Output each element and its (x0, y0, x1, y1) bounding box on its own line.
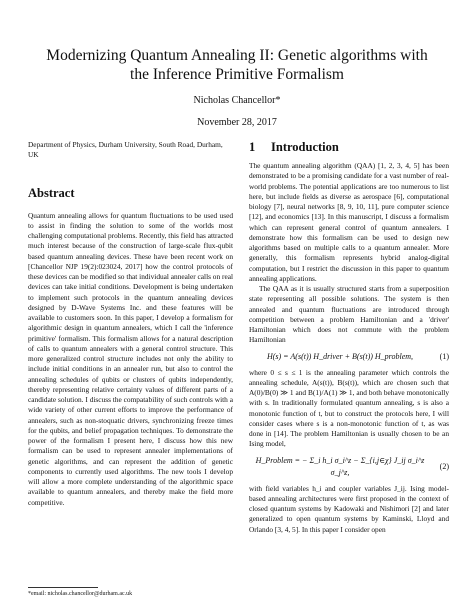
equation-2 (249, 455, 449, 479)
intro-paragraph-3: where 0 ≤ s ≤ 1 is the annealing parameter which controls the annealing schedule, A(s(t)), B(s(t)), which are chosen such that A(0)/B(0) ≫ 1 and B(1)/A(1) ≫ 1, and both behave monotonically with s. In traditionally formulated quantum annealing, s is also a monotonic function of t, but to construct the protocols here, I will consider cases where s is a non-monotonic function of t, as was done in [14]. The problem Hamiltonian is usually chosen to be an Ising model, (249, 367, 449, 449)
paper-title (0, 46, 474, 84)
abstract-text: Quantum annealing allows for quantum fluctuations to be used used to assist in finding the solution to some of the worlds most challenging computational problems. Recently, this field has attracted much interest because of the construction of large-scale flux-qubit based quantum annealing devices. These have been recent work on [Chancellor NJP 19(2):023024, 2017] how the control protocols of these devices can be modified so that individual annealer calls on real devices can take initial conditions. Development is being undertaken to implement such protocols in the quantum annealing devices designed by D-Wave Systems Inc. and these features will be available to customers soon. In this paper, I develop a formalism for algorithmic design in quantum annealers, which I call the 'inference primitive' formalism. This formalism allows for a natural description of calls to quantum annealers with a general control structure. This more generalized control structure includes not only the ability to include initial conditions in an annealer run, but also to control the annealing schedules of qubits or clusters of qubits independently, thereby representing relative certainty values of different parts of a candidate solution. I discuss the compatability of such controls with a wide variety of other current efforts to improve the performance of annealers, such as non-stoquatic drivers, synchronizing freeze times for the qubits, and belief propagation techniques. To demonstrate the power of the formalism I present here, I discuss how this new formalism can be used to represent annealer implementations of genetic algorithms, and can represent the addition of genetic components to currently used algorithms. The new tools I develop will allow a more complete understanding of the algorithmic space available to quantum annealers, and thereby make the field more competitive. (28, 210, 233, 507)
equation-2-body: H_Problem = − Σ_i h_i σ_i^z − Σ_{i,j∈χ} J_ij σ_i^z σ_j^z, (255, 455, 425, 477)
intro-paragraph-2: The QAA as it is usually structured starts from a superposition state representing all possible solutions. The system is then annealed and quantum fluctuations are introduced through competition between a problem Hamiltonian and a 'driver' Hamiltonian which does not commute with the problem Hamiltonian (249, 284, 449, 345)
right-column (249, 140, 449, 535)
section-title: Introduction (271, 140, 339, 154)
abstract-heading: Abstract (28, 185, 75, 200)
footnote-email: *email: nicholas.chancellor@durham.ac.uk (28, 591, 133, 597)
title-line-1: Modernizing Quantum Annealing II: Genetic algorithms with (46, 47, 428, 64)
footnote-rule (28, 587, 98, 588)
equation-1-number: (1) (439, 351, 449, 361)
title-line-2: the Inference Primitive Formalism (130, 66, 344, 83)
equation-1 (249, 351, 449, 363)
equation-1-body: H(s) = A(s(t)) H_driver + B(s(t)) H_problem, (266, 351, 414, 361)
affiliation: Department of Physics, Durham University, South Road, Durham, UK (28, 140, 223, 160)
intro-paragraph-4: with field variables h_i and coupler variables J_ij. Ising model-based annealing architectures were first proposed in the context of closed quantum systems by Kadowaki and Nishimori [2] and later generalized to open quantum systems by Kaminski, Lloyd and Orlando [3, 4, 5]. In this paper I consider open (249, 483, 449, 534)
introduction-heading (249, 140, 449, 154)
section-number: 1 (249, 140, 256, 154)
equation-2-number: (2) (439, 461, 449, 471)
author-name: Nicholas Chancellor* (193, 95, 281, 106)
intro-paragraph-1: The quantum annealing algorithm (QAA) [1, 2, 3, 4, 5] has been demonstrated to be a promising candidate for a vast number of real-world problems. The potential applications are too numerous to list here, but include fields as diverse as aerospace [6], computational biology [7], neural networks [8, 9, 10, 11], pure computer science [12], and economics [13]. In this manuscript, I discuss a formalism which can represent general control of quantum annealers. I demonstrate how this formalism can be used to design new algorithms based on multiple calls to a quantum annealer. More generally, this formalism represents hybrid analog-digital computation, but I restrict the discussion in this paper to quantum annealing applications. (249, 161, 449, 283)
left-column (28, 140, 233, 508)
publication-date: November 28, 2017 (197, 117, 277, 128)
